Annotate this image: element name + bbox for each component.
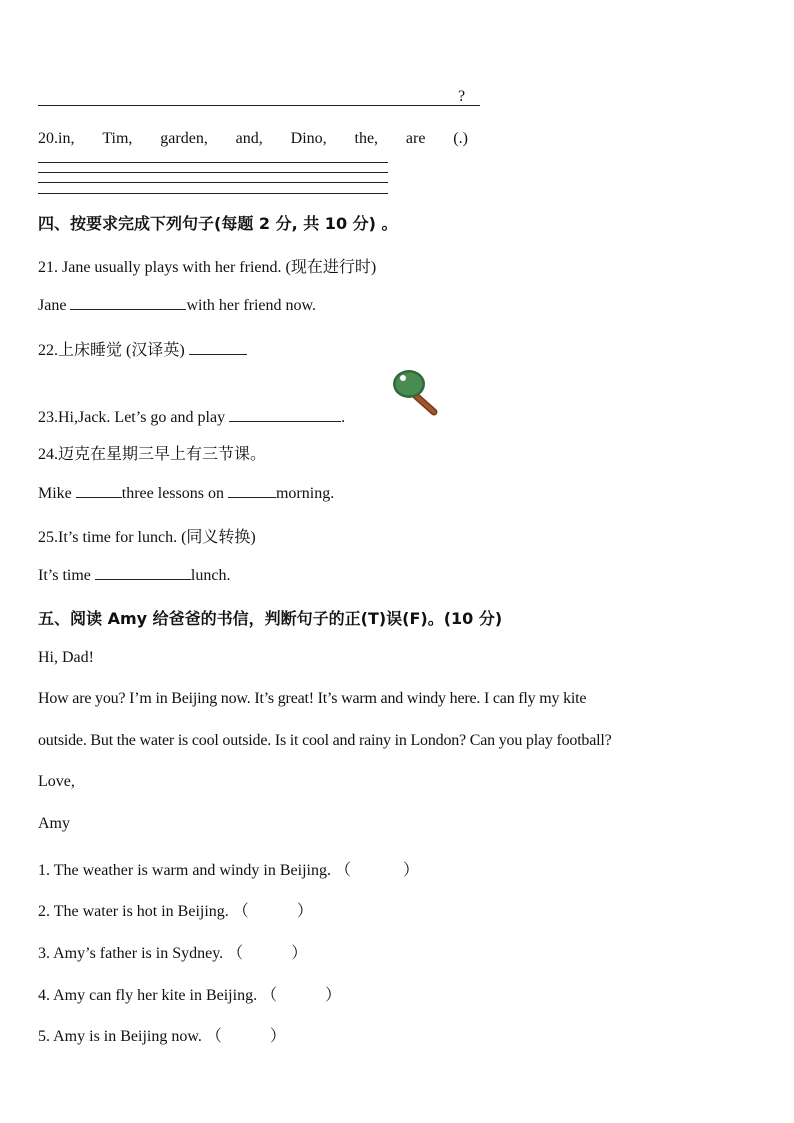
q20-word: Dino, bbox=[290, 130, 327, 147]
q24-prompt: 24.迈克在星期三早上有三节课。 bbox=[38, 446, 267, 463]
q23-blank[interactable] bbox=[229, 407, 341, 422]
letter-signature: Amy bbox=[38, 815, 70, 832]
section-4-heading: 四、按要求完成下列句子(每题 2 分, 共 10 分) 。 bbox=[38, 214, 398, 233]
answer-paren-open: （ bbox=[227, 945, 244, 962]
section-5-heading: 五、阅读 Amy 给爸爸的书信，判断句子的正(T)误(F)。(10 分) bbox=[38, 609, 503, 628]
answer-paren-open: （ bbox=[334, 862, 351, 879]
statement-text: 4. Amy can fly her kite in Beijing. bbox=[38, 987, 262, 1004]
q25-blank[interactable] bbox=[95, 565, 191, 580]
q23-row bbox=[38, 407, 345, 427]
q21-answer-pre: Jane bbox=[38, 297, 71, 314]
q20-writing-line[interactable] bbox=[38, 182, 388, 183]
q22-row bbox=[38, 337, 247, 360]
q24-answer-row bbox=[38, 483, 334, 503]
q20-word: (.) bbox=[453, 130, 468, 147]
q24-blank-1[interactable] bbox=[76, 483, 122, 498]
q21-answer-post: with her friend now. bbox=[186, 297, 317, 314]
q20-word: are bbox=[405, 130, 426, 147]
statement-text: 3. Amy’s father is in Sydney. bbox=[38, 945, 228, 962]
answer-paren-open: （ bbox=[205, 1028, 222, 1045]
letter-greeting: Hi, Dad! bbox=[38, 649, 94, 666]
answer-paren-close: ） bbox=[296, 903, 313, 920]
ping-pong-paddle-icon bbox=[390, 368, 442, 420]
q25-prompt: 25.It’s time for lunch. (同义转换) bbox=[38, 529, 256, 546]
q19-answer-line[interactable] bbox=[38, 105, 480, 106]
statement-row bbox=[38, 982, 341, 1005]
q21-prompt: 21. Jane usually plays with her friend. (现在进行时) bbox=[38, 259, 377, 276]
letter-body-line-2: outside. But the water is cool outside. Is it cool and rainy in London? Can you play football? bbox=[38, 732, 612, 749]
q22-prompt: 22.上床睡觉 (汉译英) bbox=[38, 342, 189, 359]
statement-text: 1. The weather is warm and windy in Beijing. bbox=[38, 862, 335, 879]
q20-writing-line[interactable] bbox=[38, 162, 388, 163]
statement-row bbox=[38, 1023, 286, 1046]
q24-blank-2[interactable] bbox=[228, 483, 276, 498]
q20-word: garden, bbox=[160, 130, 208, 147]
q20-writing-line[interactable] bbox=[38, 172, 388, 173]
q21-answer-row bbox=[38, 295, 316, 315]
statement-row bbox=[38, 898, 313, 921]
answer-paren-open: （ bbox=[232, 903, 249, 920]
q20-writing-line[interactable] bbox=[38, 193, 388, 194]
q23-period: . bbox=[341, 409, 346, 426]
letter-body-line-1: How are you? I’m in Beijing now. It’s great! It’s warm and windy here. I can fly my kite bbox=[38, 690, 587, 707]
q25-answer-row bbox=[38, 565, 230, 585]
q20-word: 20.in, bbox=[38, 130, 75, 147]
q20-word: the, bbox=[354, 130, 379, 147]
q20-word: and, bbox=[235, 130, 263, 147]
q21-blank[interactable] bbox=[70, 295, 186, 310]
answer-paren-open: （ bbox=[261, 987, 278, 1004]
q25-pre: It’s time bbox=[38, 567, 95, 584]
answer-paren-close: ） bbox=[291, 945, 308, 962]
answer-paren-close: ） bbox=[403, 862, 420, 879]
letter-closing: Love, bbox=[38, 773, 75, 790]
q23-prompt: 23.Hi,Jack. Let’s go and play bbox=[38, 409, 230, 426]
statement-row bbox=[38, 940, 307, 963]
q24-pre: Mike bbox=[38, 485, 76, 502]
q24-post: morning. bbox=[275, 485, 335, 502]
answer-paren-close: ） bbox=[325, 987, 342, 1004]
q19-question-mark: ? bbox=[458, 88, 466, 105]
q24-mid: three lessons on bbox=[121, 485, 228, 502]
answer-paren-close: ） bbox=[269, 1028, 286, 1045]
q20-word-list bbox=[38, 130, 468, 148]
statement-text: 5. Amy is in Beijing now. bbox=[38, 1028, 206, 1045]
statement-row bbox=[38, 857, 419, 880]
statement-text: 2. The water is hot in Beijing. bbox=[38, 903, 233, 920]
q25-post: lunch. bbox=[190, 567, 231, 584]
q22-blank[interactable] bbox=[189, 340, 247, 355]
q20-word: Tim, bbox=[102, 130, 133, 147]
